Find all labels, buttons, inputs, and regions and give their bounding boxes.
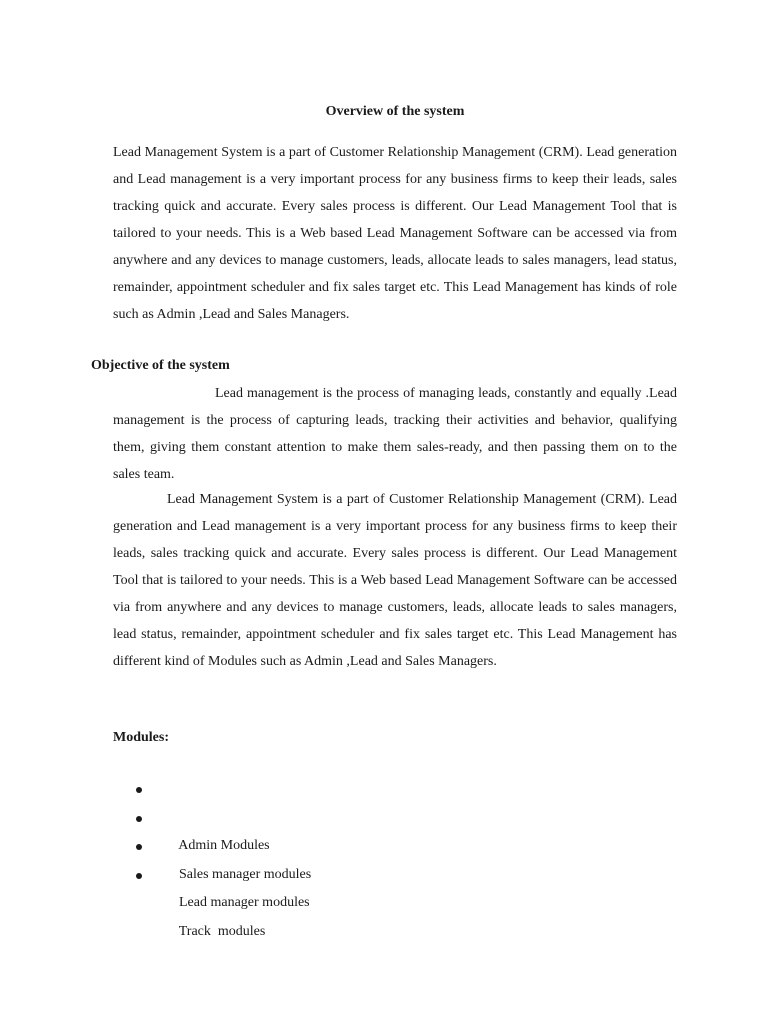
bullet-icon	[136, 873, 142, 879]
list-item	[113, 776, 311, 853]
bullet-icon	[136, 787, 142, 793]
bullet-icon	[136, 816, 142, 822]
module-label: Track modules	[178, 923, 266, 939]
objective-paragraph-1: Lead management is the process of managing leads, constantly and equally .Lead management is the process of capturing leads, tracking their activities and behavior, qualifying them, giving them constant attention to make them sales-ready, and then passing them on to the sales team.	[113, 386, 677, 482]
module-label: Sales manager modules	[179, 866, 312, 882]
module-label: Lead manager modules	[179, 895, 310, 910]
page-title: Overview of the system	[325, 104, 465, 119]
modules-list	[113, 776, 312, 939]
module-label: Admin Modules	[178, 838, 270, 853]
objective-heading: Objective of the system	[91, 358, 230, 373]
overview-paragraph: Lead Management System is a part of Customer Relationship Management (CRM). Lead generation and Lead management is a very important process for any business firms to keep their leads, sales tracking quick and accurate. Every sales process is different. Our Lead Management Tool that is tailored to your needs. This is a Web based Lead Management Software can be accessed via from anywhere and any devices to manage customers, leads, allocate leads to sales managers, lead status, remainder, appointment scheduler and fix sales target etc. This Lead Management has kinds of role such as Admin ,Lead and Sales Managers.	[113, 145, 677, 322]
objective-paragraph-2: Lead Management System is a part of Customer Relationship Management (CRM). Lead generation and Lead management is a very important process for any business firms to keep their leads, sales tracking quick and accurate. Every sales process is different. Our Lead Management Tool that is tailored to your needs. This is a Web based Lead Management Software can be accessed via from anywhere and any devices to manage customers, leads, allocate leads to sales managers, lead status, remainder, appointment scheduler and fix sales target etc. This Lead Management has different kind of Modules such as Admin ,Lead and Sales Managers.	[113, 492, 677, 669]
modules-heading: Modules:	[113, 730, 169, 745]
bullet-icon	[136, 844, 142, 850]
